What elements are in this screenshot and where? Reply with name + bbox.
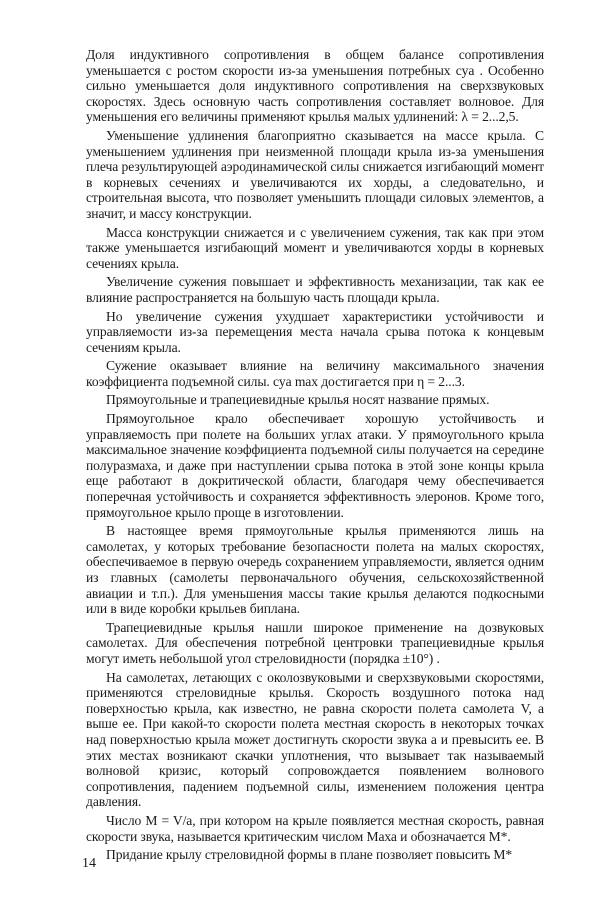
paragraph-7: Прямоугольные и трапециевидные крылья носят название прямых. <box>106 392 490 408</box>
paragraph-4: Увеличение сужения повышает и эффективность механизации, так как ее влияние распространяется на большую часть площади крыла. <box>86 274 544 305</box>
paragraph-10: Трапециевидные крылья нашли широкое применение на дозвуковых самолетах. Для обеспечения потребной центровки трапециевидные крылья могут иметь небольшой угол стреловидности (порядка ±10°) . <box>86 619 544 666</box>
paragraph-3: Масса конструкции снижается и с увеличением сужения, так как при этом также уменьшается изгибающий момент и увеличиваются хорды в корневых сечениях крыла. <box>86 224 544 271</box>
paragraph-5: Но увеличение сужения ухудшает характеристики устойчивости и управляемости из-за перемещения места начала срыва потока к концевым сечениям крыла. <box>86 308 544 355</box>
paragraph-9: В настоящее время прямоугольные крылья применяются лишь на самолетах, у которых требование безопасности полета на малых скоростях, обеспечиваемое в первую очередь сохранением управляемости, является одним из главных (самолеты первоначального обучения, сельскохозяйственной авиации и т.п.). Для уменьшения массы такие крылья делаются подкосными или в виде коробки крыльев биплана. <box>86 523 544 617</box>
paragraph-6: Сужение оказывает влияние на величину максимального значения коэффициента подъемной силы. cya max достигается при η = 2...3. <box>86 358 544 389</box>
paragraph-12: Число M = V/a, при котором на крыле появляется местная скорость, равная скорости звука, называется критическим числом Маха и обозначается M*. <box>86 812 544 844</box>
paragraph-8: Прямоугольное крало обеспечивает хорошую устойчивость и управляемость при полете на больших углах атаки. У прямоугольного крыла максимальное значение коэффициента подъемной силы получается на середине полуразмаха, и даже при наступлении срыва потока в этой зоне концы крыла еще работают в докритической области, благодаря чему обеспечивается поперечная устойчивость и сохраняется эффективность элеронов. Кроме того, прямоугольное крыло проще в изготовлении. <box>86 411 544 520</box>
paragraph-2: Уменьшение удлинения благоприятно сказывается на массе крыла. С уменьшением удлинения при неизменной площади крыла из-за уменьшения плеча результирующей аэродинамической силы снижается изгибающий момент в корневых сечениях и увеличиваются их хорды, а следовательно, и строительная высота, что позволяет уменьшить площади силовых элементов, а значит, и массу конструкции. <box>86 127 544 221</box>
paragraph-1: Доля индуктивного сопротивления в общем балансе сопротивления уменьшается с ростом скорости из-за уменьшения потребных cya . Особенно сильно уменьшается доля индуктивного сопротивления на сверхзвуковых скоростях. Здесь основную часть сопротивления составляет волновое. Для уменьшения его величины применяют крылья малых удлинений: λ = 2...2,5. <box>86 47 544 125</box>
paragraph-13: Придание крылу стреловидной формы в плане позволяет повысить M* <box>106 847 513 863</box>
paragraph-11: На самолетах, летающих с околозвуковыми и сверхзвуковыми скоростями, применяются стреловидные крылья. Скорость воздушного потока над поверхностью крыла, как известно, не равна скорости полета самолета V, а выше ее. При какой-то скорости полета местная скорость в некоторых точках над поверхностью крыла может достигнуть скорости звука a и превысить ее. В этих местах возникают скачки уплотнения, что вызывает так называемый волновой кризис, который сопровождается появлением волнового сопротивления, падением подъемной силы, изменением положения центра давления. <box>86 669 544 810</box>
page-number: 14 <box>82 856 96 871</box>
